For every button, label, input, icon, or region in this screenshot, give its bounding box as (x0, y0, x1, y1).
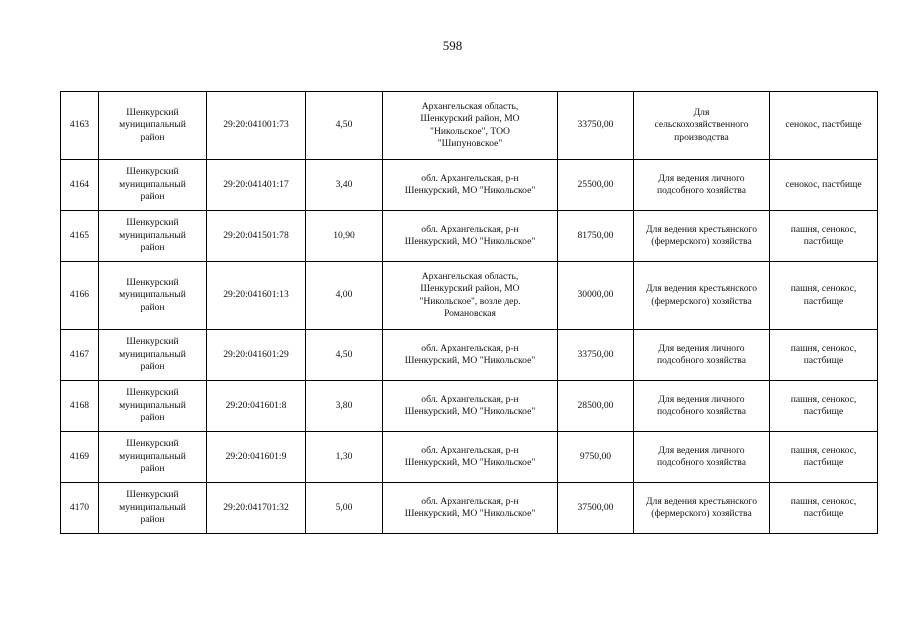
price-cell: 28500,00 (558, 381, 634, 432)
cell-line: муниципальный (119, 289, 186, 301)
cell-line: Шенкурский район, МО (420, 113, 520, 125)
cell-line: обл. Архангельская, р-н (421, 444, 519, 456)
cell-line: (фермерского) хозяйства (651, 508, 752, 519)
district-cell (99, 211, 207, 262)
cell-line: район (140, 242, 165, 254)
table-body (61, 92, 878, 534)
cell-line: Шенкурский (126, 166, 179, 178)
page-number: 598 (442, 38, 463, 53)
area-cell: 3,80 (306, 381, 383, 432)
cell-line: Шенкурский, МО "Никольское" (404, 355, 536, 366)
area-cell: 5,00 (306, 483, 383, 534)
table-row (61, 92, 878, 160)
cell-line: пастбище (803, 236, 844, 247)
price-cell: 81750,00 (558, 211, 634, 262)
cell-line: Шенкурский (126, 276, 179, 288)
area-cell: 3,40 (306, 160, 383, 211)
table-row (61, 211, 878, 262)
location-cell (383, 92, 558, 160)
cell-line: район (140, 412, 165, 424)
cell-line: (фермерского) хозяйства (651, 236, 752, 247)
record-number-cell: 4163 (61, 92, 99, 160)
table-row (61, 381, 878, 432)
cell-line: Для ведения личного (658, 342, 745, 354)
cell-line: район (140, 514, 165, 526)
location-cell (383, 330, 558, 381)
record-number-cell: 4166 (61, 262, 99, 330)
cell-line: муниципальный (119, 399, 186, 411)
cell-line: пастбище (803, 295, 844, 307)
cell-line: пастбище (803, 406, 844, 417)
cadastral-number-cell: 29:20:041501:78 (207, 211, 306, 262)
cell-line: Для ведения крестьянского (645, 495, 758, 507)
purpose-cell (634, 432, 770, 483)
district-cell (99, 262, 207, 330)
cell-line: обл. Архангельская, р-н (421, 172, 519, 184)
cell-line: пашня, сенокос, (790, 444, 857, 456)
district-cell (99, 330, 207, 381)
record-number-cell: 4165 (61, 211, 99, 262)
cell-line: пастбище (803, 508, 844, 519)
cell-line: производства (674, 131, 729, 143)
land-use-cell (770, 211, 878, 262)
cell-line: пашня, сенокос, (790, 223, 857, 235)
cell-line: сенокос, пастбище (785, 119, 862, 131)
cell-line: муниципальный (119, 348, 186, 360)
cadastral-number-cell: 29:20:041701:32 (207, 483, 306, 534)
location-cell (383, 160, 558, 211)
cell-line: Для ведения личного (658, 444, 745, 456)
cell-line: Шенкурский (126, 438, 179, 450)
cell-line: подсобного хозяйства (657, 355, 746, 366)
area-cell: 4,00 (306, 262, 383, 330)
purpose-cell (634, 262, 770, 330)
district-cell (99, 381, 207, 432)
price-cell: 9750,00 (558, 432, 634, 483)
cell-line: Архангельская область, (421, 270, 519, 282)
location-cell (383, 432, 558, 483)
cell-line: пастбище (803, 457, 844, 468)
cell-line: подсобного хозяйства (657, 457, 746, 468)
location-cell (383, 211, 558, 262)
table-row (61, 262, 878, 330)
cell-line: сельскохозяйственного (654, 119, 749, 131)
record-number-cell: 4168 (61, 381, 99, 432)
cell-line: пашня, сенокос, (790, 495, 857, 507)
price-cell: 30000,00 (558, 262, 634, 330)
cell-line: Для ведения крестьянского (645, 283, 758, 295)
cell-line: район (140, 463, 165, 475)
cell-line: подсобного хозяйства (657, 406, 746, 417)
cell-line: пашня, сенокос, (790, 283, 857, 295)
cell-line: пашня, сенокос, (790, 342, 857, 354)
cell-line: Для ведения личного (658, 172, 745, 184)
land-use-cell (770, 381, 878, 432)
cell-line: Шенкурский, МО "Никольское" (404, 457, 536, 468)
price-cell: 33750,00 (558, 92, 634, 160)
district-cell (99, 483, 207, 534)
price-cell: 25500,00 (558, 160, 634, 211)
cell-line: муниципальный (119, 119, 186, 131)
cell-line: обл. Архангельская, р-н (421, 495, 519, 507)
cell-line: район (140, 361, 165, 373)
table-row (61, 330, 878, 381)
cell-line: обл. Архангельская, р-н (421, 342, 519, 354)
cell-line: Шенкурский, МО "Никольское" (404, 406, 536, 417)
area-cell: 10,90 (306, 211, 383, 262)
cell-line: Шенкурский (126, 217, 179, 229)
area-cell: 1,30 (306, 432, 383, 483)
cell-line: муниципальный (119, 450, 186, 462)
record-number-cell: 4169 (61, 432, 99, 483)
purpose-cell (634, 381, 770, 432)
cadastral-number-cell: 29:20:041401:17 (207, 160, 306, 211)
cell-line: Шенкурский (126, 387, 179, 399)
cadastral-number-cell: 29:20:041001:73 (207, 92, 306, 160)
cell-line: Шенкурский, МО "Никольское" (404, 508, 536, 519)
cell-line: район (140, 191, 165, 203)
purpose-cell (634, 483, 770, 534)
cell-line: район (140, 301, 165, 313)
table-row (61, 160, 878, 211)
record-number-cell: 4167 (61, 330, 99, 381)
district-cell (99, 160, 207, 211)
purpose-cell (634, 92, 770, 160)
cell-line: подсобного хозяйства (657, 185, 746, 196)
record-number-cell: 4164 (61, 160, 99, 211)
land-use-cell (770, 262, 878, 330)
location-cell (383, 483, 558, 534)
area-cell: 4,50 (306, 330, 383, 381)
cadastral-number-cell: 29:20:041601:29 (207, 330, 306, 381)
location-cell (383, 381, 558, 432)
record-number-cell: 4170 (61, 483, 99, 534)
cell-line: район (140, 131, 165, 143)
cadastral-number-cell: 29:20:041601:8 (207, 381, 306, 432)
price-cell: 37500,00 (558, 483, 634, 534)
cell-line: Для ведения личного (658, 393, 745, 405)
district-cell (99, 432, 207, 483)
cell-line: обл. Архангельская, р-н (421, 393, 519, 405)
cell-line: Шенкурский (126, 336, 179, 348)
land-plots-table (60, 91, 878, 534)
cell-line: пашня, сенокос, (790, 393, 857, 405)
land-use-cell (770, 483, 878, 534)
cell-line: Для ведения крестьянского (645, 223, 758, 235)
cell-line: "Шипуновское" (437, 137, 503, 149)
cell-line: сенокос, пастбище (785, 178, 862, 190)
table-row (61, 432, 878, 483)
cell-line: муниципальный (119, 229, 186, 241)
price-cell: 33750,00 (558, 330, 634, 381)
cell-line: обл. Архангельская, р-н (421, 223, 519, 235)
cell-line: Архангельская область, (421, 100, 519, 112)
land-use-cell (770, 330, 878, 381)
cell-line: Шенкурский, МО "Никольское" (404, 185, 536, 196)
cell-line: "Никольское", возле дер. (419, 295, 521, 307)
land-use-cell (770, 160, 878, 211)
purpose-cell (634, 330, 770, 381)
cell-line: муниципальный (119, 178, 186, 190)
cell-line: Шенкурский (126, 489, 179, 501)
cell-line: Шенкурский, МО "Никольское" (404, 236, 536, 247)
land-use-cell (770, 92, 878, 160)
cadastral-number-cell: 29:20:041601:9 (207, 432, 306, 483)
cell-line: "Никольское", ТОО (430, 125, 510, 137)
location-cell (383, 262, 558, 330)
cell-line: Романовская (444, 307, 496, 319)
table-row (61, 483, 878, 534)
cell-line: Шенкурский район, МО (420, 283, 520, 295)
cell-line: Шенкурский (126, 106, 179, 118)
cell-line: Для (693, 106, 710, 118)
cell-line: пастбище (803, 355, 844, 366)
land-use-cell (770, 432, 878, 483)
cell-line: (фермерского) хозяйства (651, 295, 752, 307)
cell-line: муниципальный (119, 501, 186, 513)
purpose-cell (634, 211, 770, 262)
purpose-cell (634, 160, 770, 211)
district-cell (99, 92, 207, 160)
cadastral-number-cell: 29:20:041601:13 (207, 262, 306, 330)
area-cell: 4,50 (306, 92, 383, 160)
